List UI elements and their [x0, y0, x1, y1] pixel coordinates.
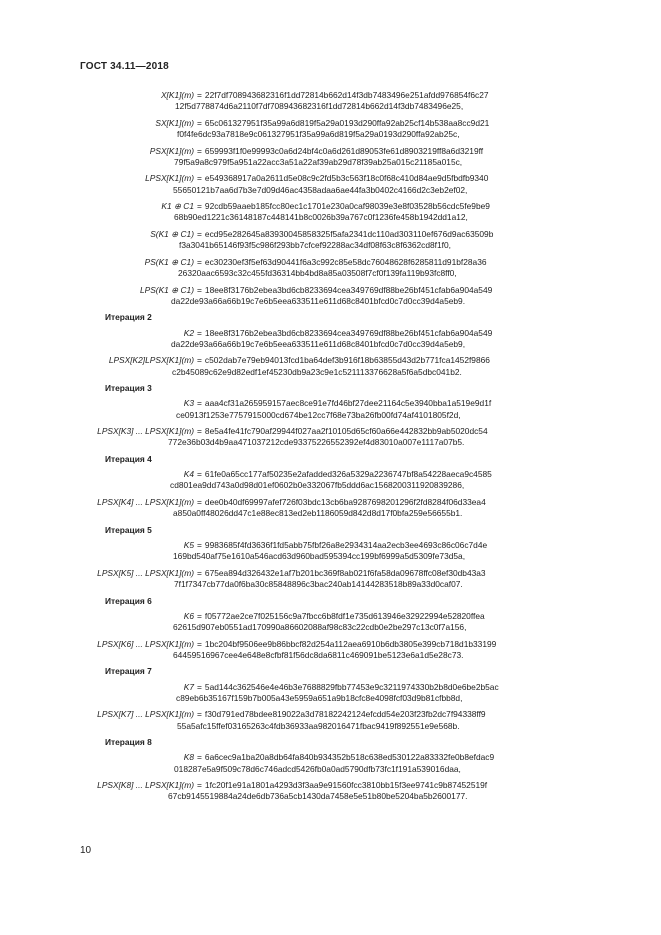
equals-sign: =	[197, 173, 202, 184]
equals-sign: =	[197, 201, 202, 212]
iteration-heading: Итерация 6	[105, 595, 152, 606]
page-number: 10	[80, 845, 92, 856]
equals-sign: =	[197, 284, 202, 295]
hex-value-line1: f05772ae2ce7f025156c9a7fbcc6b8fdf1e735d613946e32922994e52820ffea	[204, 610, 485, 621]
hex-value-line1: 9983685f4fd3636f1fd5abb75fbf26a8e2934314aa2ecb3ee4693c86c06c7d4e	[204, 539, 488, 550]
iteration-heading: Итерация 4	[105, 453, 152, 464]
equation-entry	[0, 568, 661, 590]
hex-value-line1: dee0b40df69997afef726f03bdc13cb6ba9287698201296f2fd8284f06d33ea4	[204, 496, 486, 507]
iteration-heading: Итерация 3	[105, 383, 152, 394]
equation-lhs: LPS(K1 ⊕ C1)	[139, 284, 194, 295]
hex-value-line1: 18ee8f3176b2ebea3bd6cb8233694cea349769df88be26bf451cfab6a904a549	[204, 327, 493, 338]
equals-sign: =	[197, 256, 202, 267]
equation-entry	[0, 469, 661, 491]
hex-value-line2: 26320aac6593c32c455fd36314bb4bd8a85a03508f7cf0f139fa119b93fc8ff0,	[178, 267, 457, 278]
equation-lhs: LPSX[K4] ... LPSX[K1](m)	[97, 496, 194, 507]
equation-entry	[0, 257, 661, 279]
hex-value-line2: 64459516967cee4e648e8cfbf81f56dc8da6811c469091be5123e6a1d5e28c73.	[173, 649, 464, 660]
equation-lhs: K7	[183, 681, 194, 692]
equals-sign: =	[197, 567, 202, 578]
equation-lhs: LPSX[K7] ... LPSX[K1](m)	[97, 709, 194, 720]
equals-sign: =	[197, 496, 202, 507]
equation-entry	[0, 752, 661, 774]
equation-entry	[0, 146, 661, 168]
equation-entry	[0, 398, 661, 420]
equation-lhs: K8	[183, 752, 194, 763]
hex-value-line1: 61fe0a65cc177af50235e2afadded326a5329a2236747bf8a54228aeca9c4585	[204, 469, 492, 480]
equation-entry	[0, 611, 661, 633]
hex-value-line1: 8e5a4fe41fc790af29944f027aa2f10105d65cf60a66e442832bb9ab5020dc54	[204, 426, 488, 437]
equation-lhs: LPSX[K8] ... LPSX[K1](m)	[97, 780, 194, 791]
equals-sign: =	[197, 327, 202, 338]
equals-sign: =	[197, 117, 202, 128]
hex-value-line1: 659993f1f0e99993c0a6d24bf4c0a6d261d89053fe61d8903219ff8a6d3219ff	[204, 145, 484, 156]
hex-value-line2: 55a5afc15ffef03165263c4fdb36933aa982016471fbac9419f892551e9e568b.	[177, 720, 460, 731]
hex-value-line2: cd801ea9dd743a0d98d01ef0602b0e332067fb5ddd6ac1568200311920839286,	[170, 480, 465, 491]
equation-entry	[0, 173, 661, 195]
equals-sign: =	[197, 709, 202, 720]
equation-entry	[0, 355, 661, 377]
equation-lhs: K5	[183, 539, 194, 550]
equation-entry	[0, 639, 661, 661]
equals-sign: =	[197, 398, 202, 409]
hex-value-line2: 169bd540af75e1610a546acd63d960bad595394cc199bf6999a5d5309fe73d5a,	[173, 551, 466, 562]
hex-value-line1: f30d791ed78bdee819022a3d78182242124efcdd54e203f23fb2dc7f94338ff9	[204, 709, 486, 720]
hex-value-line1: ec30230ef3f5ef63d90441f6a3c992c85e58dc76048628f6285811d91bf28a36	[204, 256, 487, 267]
iteration-heading: Итерация 5	[105, 524, 152, 535]
hex-value-line2: c89eb6b35167f159b7b005a43e5959a651a9b18cfc8e4098fcf03d9b81cfbb8d,	[176, 692, 463, 703]
equation-entry	[0, 497, 661, 519]
equation-entry	[0, 229, 661, 251]
hex-value-line1: ecd95e282645a83930045858325f5afa2341dc110ad303110ef676d9ac63509b	[204, 228, 494, 239]
equation-lhs: LPSX[K6] ... LPSX[K1](m)	[97, 638, 194, 649]
hex-value-line2: da22de93a66a66b19c7e6b5eea633511e611d68c8401bfcd0c7d0cc39d4a5eb9,	[171, 338, 466, 349]
hex-value-line2: 79f5a9a8c979f5a951a22acc3a51a22af39ab29d78f39ab25a015c21185a015c,	[174, 156, 463, 167]
hex-value-line1: 65c061327951f35a99a6d819f5a29a0193d290ffa92ab25cf14b538aa8cc9d21	[204, 117, 490, 128]
hex-value-line1: 675ea894d326432e1af7b201bc369f8ab021f6fa58da09678ffc08ef30db43a3	[204, 567, 486, 578]
hex-value-line1: aaa4cf31a265959157aec8ce91e7fd46bf27dee21164c5e3940bba1a519e9d1f	[204, 398, 492, 409]
hex-value-line2: f3a3041b65146f93f5c986f293bb7cfcef92288ac34df08f63c8f6362cd8f1f0,	[179, 240, 451, 251]
equation-lhs: X[K1](m)	[160, 90, 194, 100]
equation-lhs: K1 ⊕ C1	[161, 201, 194, 212]
hex-value-line2: 018287e5a9f509c78d6c746adcd5426fb0a0ad5790dfb73fc1f191a539016daa,	[174, 763, 461, 774]
equation-entry	[0, 426, 661, 448]
equals-sign: =	[197, 469, 202, 480]
equation-lhs: K4	[183, 469, 194, 480]
hex-value-line1: 1fc20f1e91a1801a4293d3f3aa9e91560fcc3810bb15f3ee9741c9b87452519f	[204, 780, 488, 791]
equals-sign: =	[197, 426, 202, 437]
equation-lhs: K3	[183, 398, 194, 409]
equals-sign: =	[197, 638, 202, 649]
hex-value-line2: 772e36b03d4b9aa471037212cde93375226552392ef4d83010a007e1117a07b5.	[168, 437, 465, 448]
equation-lhs: K2	[183, 327, 194, 338]
equation-entry	[0, 90, 661, 112]
hex-value-line2: ce0913f1253e7757915000cd674be12cc7f68e73ba26fb00fd74af4101805f2d,	[176, 409, 461, 420]
hex-value-line1: c502dab7e79eb94013fcd1ba64def3b916f18b63855d43d2b771fca1452f9866	[204, 355, 490, 366]
equals-sign: =	[197, 355, 202, 366]
equals-sign: =	[197, 752, 202, 763]
hex-value-line1: e549368917a0a2611d5e08c9c2fd5b3c563f18c0f68c410d84ae9d5fbdfb9340	[204, 173, 489, 184]
hex-value-line1: 92cdb59aaeb185fcc80ec1c1701e230a0caf98039e3e8f03528b56cdc5fe9be9	[204, 201, 490, 212]
equals-sign: =	[197, 681, 202, 692]
equation-entry	[0, 285, 661, 307]
equation-lhs: LPSX[K3] ... LPSX[K1](m)	[97, 426, 194, 437]
hex-value-line1: 1bc204bf9506ee9b86bbcf82d254a112aea6910b6db3805e399cb718d1b33199	[204, 638, 497, 649]
hex-value-line1: 18ee8f3176b2ebea3bd6cb8233694cea349769df88be26bf451cfab6a904a549	[204, 284, 493, 295]
hex-value-line2: 12f5d778874d6a2110f7df708943682316f1dd72814b662d14f3db7483496e25,	[175, 101, 464, 112]
equation-entry	[0, 201, 661, 223]
hex-value-line2: f0f4fe6dc93a7818e9c061327951f35a99a6d819f5a29a0193d290ffa92ab25c,	[177, 129, 460, 139]
hex-value-line1: 5ad144c362546e4e46b3e7688829fbb77453e9c3211974330b2b8d0e6be2b5ac	[204, 681, 499, 692]
iteration-heading: Итерация 2	[105, 312, 152, 323]
hex-value-line2: c2b45089c62e9d82edf1ef45230db9a23c9e1c521113376628a5f6a5dbc041b2.	[172, 366, 462, 377]
equation-lhs: LPSX[K2]LPSX[K1](m)	[108, 355, 194, 366]
hex-value-line1: 22f7df708943682316f1dd72814b662d14f3db7483496e251afdd976854f6c27	[204, 90, 489, 100]
equation-lhs: PS(K1 ⊕ C1)	[144, 256, 194, 267]
hex-value-line2: a850a0ff48026dd47c1e88ec813ed2eb1186059d842d8d17f0bfa259e56655b1.	[173, 508, 463, 519]
iteration-heading: Итерация 7	[105, 666, 152, 677]
equals-sign: =	[197, 145, 202, 156]
hex-value-line2: 67cb9145519884a24de6db736a5cb1430da7458e5e51b80be5204ba5b2600177.	[168, 791, 468, 802]
equation-entry	[0, 540, 661, 562]
document-header: ГОСТ 34.11—2018	[80, 61, 169, 72]
document-body	[0, 90, 661, 808]
equation-entry	[0, 118, 661, 140]
equation-entry	[0, 709, 661, 731]
hex-value-line2: 55650121b7aa6d7b3e7d09d46ac4358adaa6ae44fa3b0402c4166d2c3eb2ef02,	[173, 184, 468, 195]
equation-entry	[0, 780, 661, 802]
hex-value-line1: 6a6cec9a1ba20a8db64fa840b934352b518c638ed530122a83332fe0b8efdac9	[204, 752, 495, 763]
hex-value-line2: 68b90ed1221c36148187c448141b8c0026b39a767c0f1236fe458b1942dd1a12,	[174, 212, 468, 223]
equation-lhs: LPSX[K5] ... LPSX[K1](m)	[97, 567, 194, 578]
equation-lhs: SX[K1](m)	[155, 117, 194, 128]
equals-sign: =	[197, 610, 202, 621]
equation-lhs: LPSX[K1](m)	[145, 173, 194, 184]
hex-value-line2: 62615d907eb0551ad170990a86602088af98c83c22cdb0e2be297c13c0f7a156,	[173, 621, 467, 632]
equals-sign: =	[197, 780, 202, 791]
equals-sign: =	[197, 90, 202, 100]
equation-entry	[0, 328, 661, 350]
equals-sign: =	[197, 539, 202, 550]
equals-sign: =	[197, 228, 202, 239]
iteration-heading: Итерация 8	[105, 737, 152, 748]
equation-lhs: PSX[K1](m)	[149, 145, 194, 156]
equation-lhs: S(K1 ⊕ C1)	[150, 228, 194, 239]
equation-entry	[0, 682, 661, 704]
hex-value-line2: da22de93a66a66b19c7e6b5eea633511e611d68c8401bfcd0c7d0cc39d4a5eb9.	[171, 295, 466, 306]
equation-lhs: K6	[183, 610, 194, 621]
hex-value-line2: 7f1f7347cb77da0f6ba30c85848896c3bac240ab14144283518b89a33d0caf07.	[174, 578, 463, 589]
